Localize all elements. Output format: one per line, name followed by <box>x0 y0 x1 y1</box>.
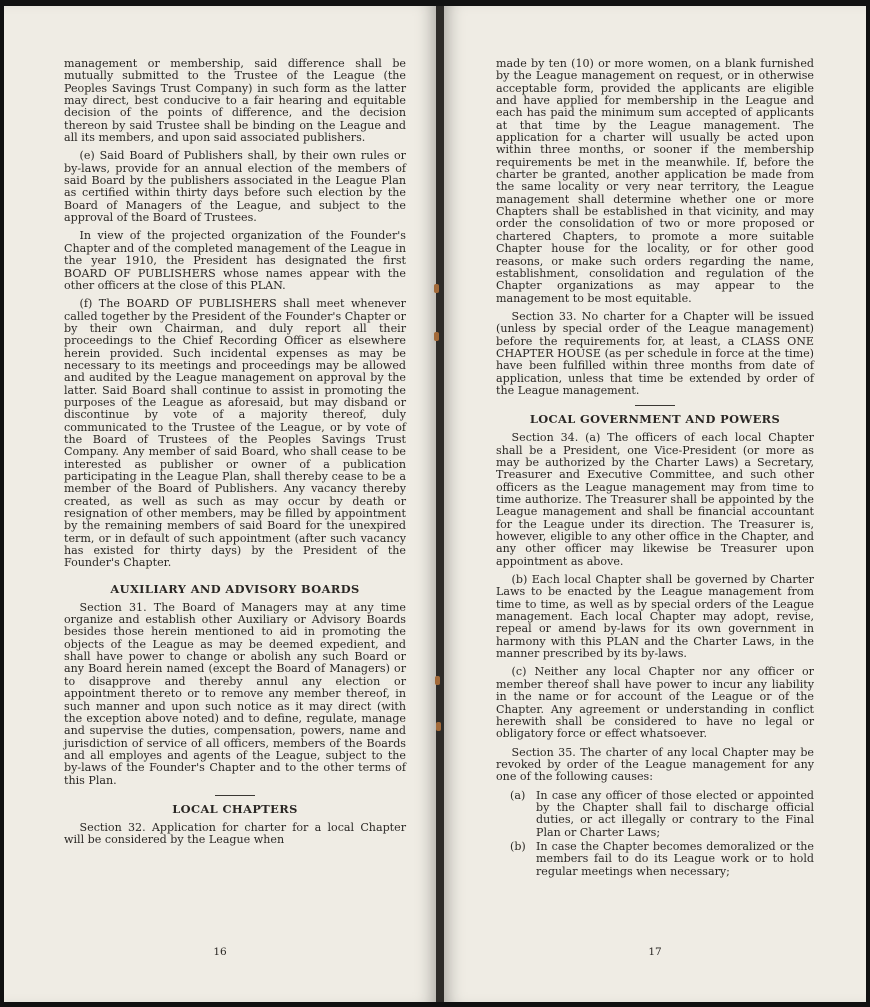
cause-label: (a) <box>510 788 526 802</box>
binding-staple <box>436 722 441 731</box>
cause-text: In case any officer of those elected or appointed by the Chapter shall fail to discharge official duties, or act illegally or contrary to the Final Plan or Charter Laws; <box>536 788 814 839</box>
page-number-left: 16 <box>213 946 227 958</box>
section-31-paragraph: Section 31. The Board of Managers may at any time organize and establish other Auxiliary or Advisory Boards besides those herein mentioned to aid in promoting the objects of the League as may be deemed expedient, and shall have power to change or abolish any such Board or any Board herein named (except the Board of Managers) or to disapprove and thereby annul any election or appointment thereto or to remove any member thereof, in such manner and upon such notice as it may direct (with the exception above noted) and to define, regulate, manage and supervise the duties, compensation, powers, name and jurisdiction of service of all officers, members of the Boards and all employes and agents of the League, subject to the by-laws of the Founder's Chapter and to the other terms of this Plan. <box>64 600 406 787</box>
book-gutter <box>436 6 444 1002</box>
cause-item <box>496 841 814 878</box>
revocation-causes-list <box>496 790 814 878</box>
section-divider <box>215 795 255 796</box>
heading-local-government: LOCAL GOVERNMENT AND POWERS <box>529 412 781 427</box>
section-35-paragraph: Section 35. The charter of any local Chapter may be revoked by order of the League management for any one of the following causes: <box>496 745 814 784</box>
book-spread <box>4 6 866 1002</box>
section-divider <box>635 405 675 406</box>
section-32-paragraph: Section 32. Application for charter for a local Chapter will be considered by the League when <box>64 820 406 847</box>
cause-text: In case the Chapter becomes demoralized or the members fail to do its League work or to hold regular meetings when necessary; <box>536 839 814 878</box>
right-page <box>444 6 866 1002</box>
body-paragraph: management or membership, said difference shall be mutually submitted to the Trustee of the League (the Peoples Savings Trust Company) in such form as the latter may direct, best conducive to a fair hearing and equitable decision of the points of difference, and the decision thereon by said Trustee shall be binding on the League and all its members, and upon said associated publishers. <box>64 57 406 145</box>
section-34c-paragraph: (c) Neither any local Chapter nor any officer or member thereof shall have power to incur any liability in the name or for account of the League or of the Chapter. Any agreement or understanding in conflict herewith shall be considered to have no legal or obligatory force or effect whatsoever. <box>496 665 814 741</box>
cause-label: (b) <box>510 839 526 853</box>
left-page-body <box>64 58 406 570</box>
body-paragraph: In view of the projected organization of the Founder's Chapter and of the completed management of the League in the year 1910, the President has designated the first BOARD OF PUBLISHERS whose names appear with the other officers at the close of this PLAN. <box>64 229 406 292</box>
binding-staple <box>434 284 439 293</box>
page-number-right: 17 <box>648 946 662 958</box>
section-34a-paragraph: Section 34. (a) The officers of each local Chapter shall be a President, one Vice-President (or more as may be authorized by the Charter Laws) a Secretary, Treasurer and Executive Committee, and such other officers as the League management may from time to time authorize. The Treasurer shall be appointed by the League management and shall be financial accountant for the League under its direction. The Treasurer is, however, eligible to any other office in the Chapter, and any other officer may likewise be Treasurer upon appointment as above. <box>496 431 814 568</box>
heading-auxiliary-boards: AUXILIARY AND ADVISORY BOARDS <box>110 581 360 596</box>
section-34b-paragraph: (b) Each local Chapter shall be governed by Charter Laws to be enacted by the League management from time to time, as well as by special orders of the League management. Each local Chapter may adopt, revise, repeal or amend by-laws for its own government in harmony with this PLAN and the Charter Laws, in the manner prescribed by its by-laws. <box>496 573 814 661</box>
binding-staple <box>434 332 439 341</box>
continued-paragraph: made by ten (10) or more women, on a blank furnished by the League management on request, or in otherwise acceptable form, provided the applicants are eligible and have applied for membership in the League and each has paid the minimum sum accepted of applicants at that time by the League management. The application for a charter will usually be acted upon within three months, or sooner if the membership requirements be met in the meanwhile. If, before the charter be granted, another application be made from the same locality or very near territory, the League management shall determine whether one or more Chapters shall be established in that vicinity, and may order the consolidation of two or more proposed or chartered Chapters, to promote a more suitable Chapter house for the locality, or for other good reasons, or make such orders regarding the name, establishment, consolidation and regulation of the Chapter organizations as may appear to the management to be most equitable. <box>496 57 814 305</box>
body-paragraph: (f) The BOARD OF PUBLISHERS shall meet whenever called together by the President of the Founder's Chapter or by their own Chairman, and duly report all their proceedings to the Chief Recording Officer as elsewhere herein provided. Such incidental expenses as may be necessary to its meetings and proceedings may be allowed and audited by the League management on approval by the latter. Said Board shall continue to assist in promoting the purposes of the League as aforesaid, but may disband or discontinue by vote of a majority thereof, duly communicated to the Trustee of the League, or by vote of the Board of Trustees of the Peoples Savings Trust Company. Any member of said Board, who shall cease to be interested as publisher or owner of a publication participating in the League Plan, shall thereby cease to be a member of the Board of Publishers. Any vacancy thereby created, as well as such as may occur by death or resignation of other members, may be filled by appointment by the remaining members of said Board for the unexpired term, or in default of such appointment (after such vacancy has existed for thirty days) by the President of the Founder's Chapter. <box>64 297 406 570</box>
left-page <box>4 6 436 1002</box>
heading-local-chapters: LOCAL CHAPTERS <box>172 801 298 816</box>
section-33-paragraph: Section 33. No charter for a Chapter will be issued (unless by special order of the League management) before the requirements for, at least, a CLASS ONE CHAPTER HOUSE (as per schedule in force at the time) have been fulfilled within three months from date of application, unless that time be extended by order of the League management. <box>496 309 814 397</box>
cause-item <box>496 790 814 839</box>
binding-staple <box>435 676 440 685</box>
body-paragraph: (e) Said Board of Publishers shall, by their own rules or by-laws, provide for an annual election of the members of said Board by the publishers associated in the League Plan as certified within thirty days before such election by the Board of Managers of the League, and subject to the approval of the Board of Trustees. <box>64 149 406 225</box>
